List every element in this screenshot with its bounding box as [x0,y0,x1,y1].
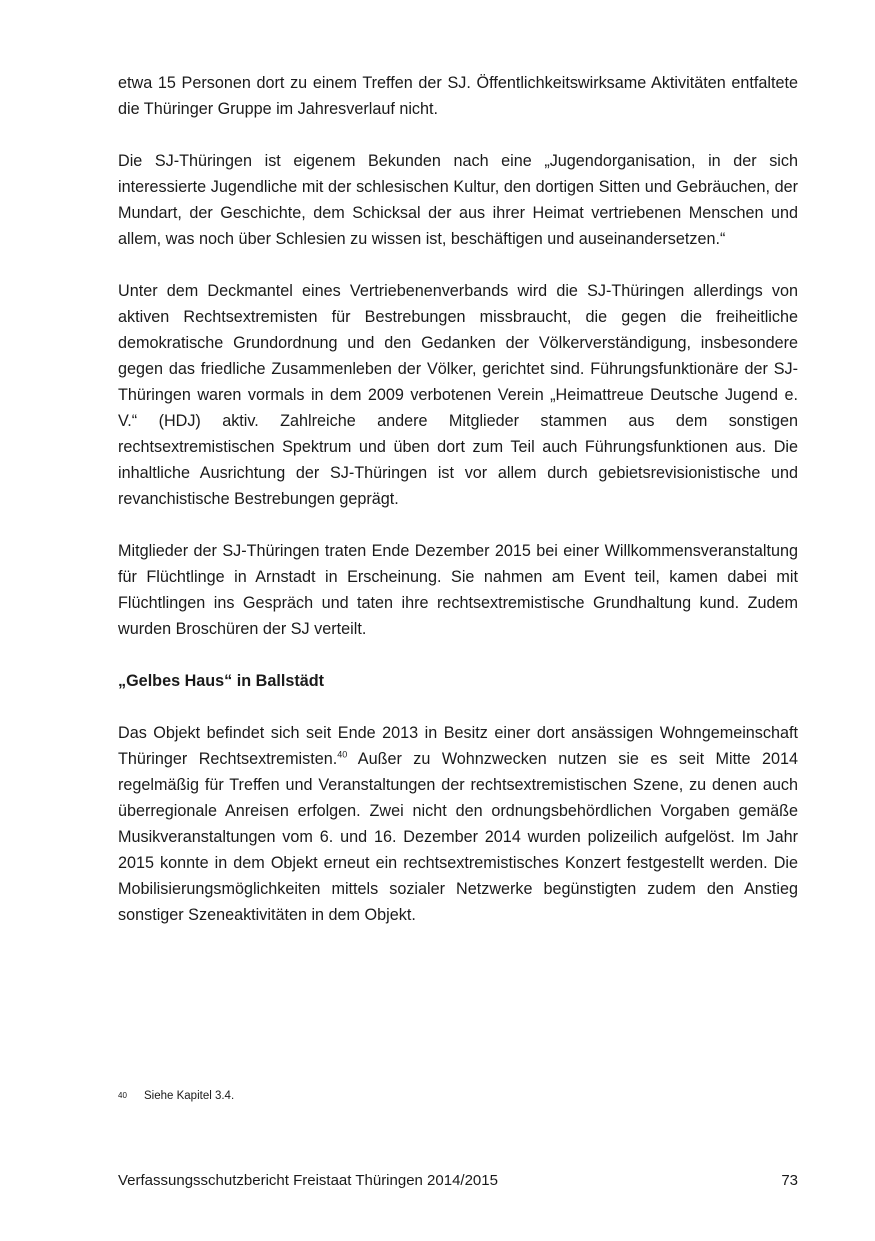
footnote-text: Siehe Kapitel 3.4. [144,1090,235,1102]
main-content [118,70,798,954]
footnote-number: 40 [118,1091,127,1100]
page-footer [118,1171,798,1191]
section-paragraph [118,720,798,928]
footer-title: Verfassungsschutzbericht Freistaat Thüringen 2014/2015 [118,1172,498,1189]
paragraph-1: etwa 15 Personen dort zu einem Treffen der SJ. Öffentlichkeitswirksame Aktivitäten entfaltete die Thüringer Gruppe im Jahresverlauf nicht. [118,74,798,118]
page-number: 73 [781,1172,798,1189]
section-text-part-2: Außer zu Wohnzwecken nutzen sie es seit Mitte 2014 regelmäßig für Treffen und Veranstaltungen der rechtsextremistischen Szene, zu denen auch überregionale Anreisen erfolgen. Zwei nicht den ordnungsbehördlichen Vorgaben gemäße Musikveranstaltungen vom 6. und 16. Dezember 2014 wurden polizeilich aufgelöst. Im Jahr 2015 konnte in dem Objekt erneut ein rechtsextremistisches Konzert festgestellt werden. Die Mobilisierungsmöglichkeiten mittels sozialer Netzwerke begünstigten zudem den Anstieg sonstiger Szeneaktivitäten in dem Objekt. [118,750,798,924]
paragraph-3: Unter dem Deckmantel eines Vertriebenenverbands wird die SJ-Thüringen allerdings von aktiven Rechtsextremisten für Bestrebungen missbraucht, die gegen die freiheitliche demokratische Grundordnung und den Gedanken der Völkerverständigung, insbesondere gegen das friedliche Zusammenleben der Völker, gerichtet sind. Führungsfunktionäre der SJ-Thüringen waren vormals in dem 2009 verbotenen Verein „Heimattreue Deutsche Jugend e. V.“ (HDJ) aktiv. Zahlreiche andere Mitglieder stammen aus dem sonstigen rechtsextremistischen Spektrum und üben dort zum Teil auch Führungsfunktionen aus. Die inhaltliche Ausrichtung der SJ-Thüringen ist vor allem durch gebietsrevisionistische und revanchistische Bestrebungen geprägt. [118,282,798,508]
footnote-reference[interactable]: 40 [337,749,348,760]
paragraph-4: Mitglieder der SJ-Thüringen traten Ende Dezember 2015 bei einer Willkommensveranstaltung für Flüchtlinge in Arnstadt in Erscheinung. Sie nahmen am Event teil, kamen dabei mit Flüchtlingen ins Gespräch und taten ihre rechtsextremistische Grundhaltung kund. Zudem wurden Broschüren der SJ verteilt. [118,542,798,638]
footnote [118,1088,234,1104]
paragraph-2: Die SJ-Thüringen ist eigenem Bekunden nach eine „Jugendorganisation, in der sich interessierte Jugendliche mit der schlesischen Kultur, den dortigen Sitten und Gebräuchen, der Mundart, der Geschichte, dem Schicksal der aus ihrer Heimat vertriebenen Menschen und allem, was noch über Schlesien zu wissen ist, beschäftigen und auseinandersetzen.“ [118,152,798,248]
section-text-part-1: Das Objekt befindet sich seit Ende 2013 in Besitz einer dort ansässigen Wohngemeinschaft Thüringer Rechtsextremisten. [118,724,798,768]
section-heading: „Gelbes Haus“ in Ballstädt [118,672,324,690]
